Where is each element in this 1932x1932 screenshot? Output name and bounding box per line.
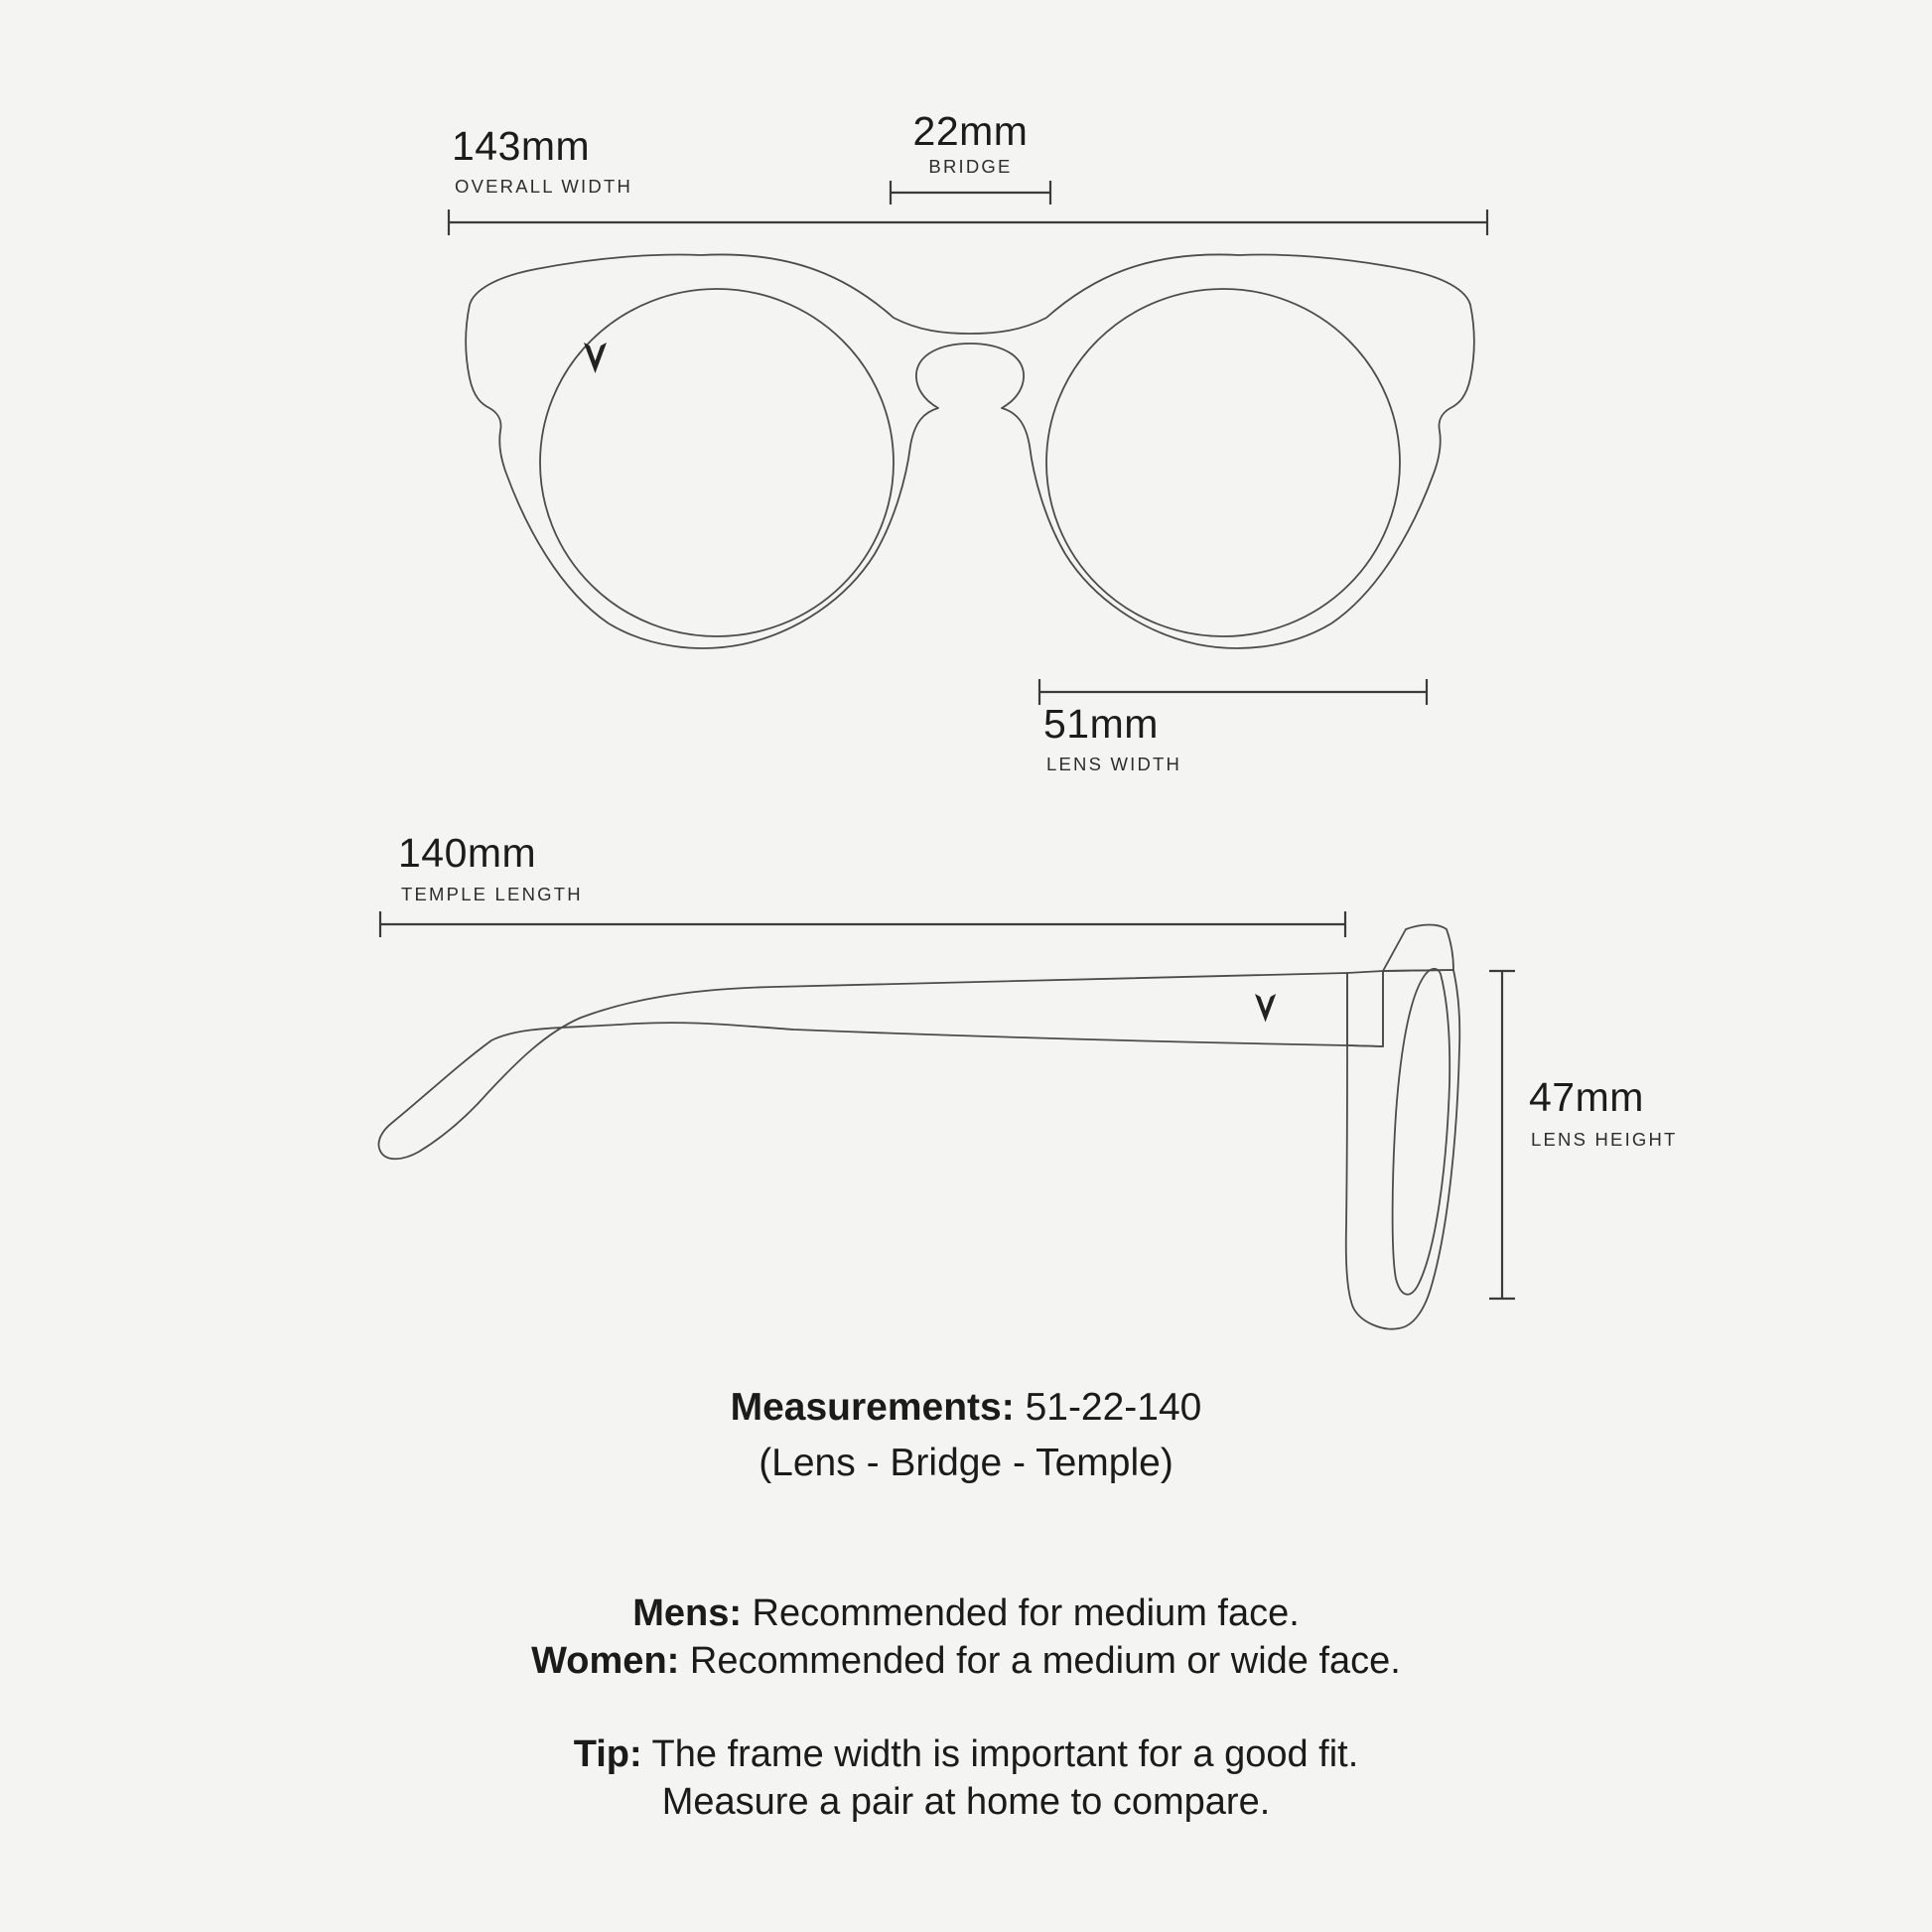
lens-height-dimension-line [1489, 971, 1515, 1299]
tip-text-2: Measure a pair at home to compare. [661, 1781, 1271, 1823]
overall-width-dimension-line [449, 209, 1487, 235]
lens-height-value: 47mm [1529, 1074, 1644, 1120]
mens-recommendation-line [0, 1592, 1932, 1635]
women-text: Recommended for a medium or wide face. [689, 1640, 1401, 1682]
measurements-line [0, 1386, 1932, 1430]
rim-outer-outline [1346, 970, 1459, 1329]
mens-label: Mens: [632, 1592, 742, 1634]
tip-label: Tip: [573, 1733, 642, 1775]
right-lens-outline [1046, 289, 1400, 636]
front-frame-outline [466, 254, 1474, 648]
measurements-value: 51-22-140 [1025, 1386, 1202, 1429]
tip-line-1 [0, 1733, 1932, 1776]
measurements-label: Measurements: [730, 1386, 1015, 1429]
measurements-key: (Lens - Bridge - Temple) [759, 1442, 1173, 1484]
dimension-lines [380, 181, 1515, 1299]
temple-arm-outline [378, 973, 1347, 1159]
lens-width-value: 51mm [1043, 701, 1159, 747]
brand-v-logo-icon [1255, 994, 1276, 1023]
bridge-caption: BRIDGE [928, 156, 1013, 177]
hinge-block-outline [1347, 971, 1383, 1046]
temple-length-value: 140mm [398, 830, 537, 876]
side-view-drawing [378, 925, 1459, 1329]
left-lens-outline [540, 289, 894, 636]
brand-v-logo-icon [584, 343, 607, 373]
overall-width-value: 143mm [452, 123, 591, 169]
front-view-drawing [466, 254, 1474, 648]
frame-top-facet [1383, 925, 1453, 972]
tip-text-1: The frame width is important for a good fit. [651, 1733, 1359, 1775]
lens-width-caption: LENS WIDTH [1046, 754, 1182, 774]
temple-length-caption: TEMPLE LENGTH [401, 884, 583, 904]
tip-line-2 [0, 1781, 1932, 1824]
women-recommendation-line [0, 1640, 1932, 1683]
lens-height-caption: LENS HEIGHT [1531, 1129, 1678, 1150]
measurements-key-line [0, 1442, 1932, 1485]
mens-text: Recommended for medium face. [752, 1592, 1300, 1634]
bridge-dimension-line [891, 181, 1050, 205]
temple-length-dimension-line [380, 911, 1345, 937]
overall-width-caption: OVERALL WIDTH [455, 176, 633, 197]
bridge-value: 22mm [912, 108, 1029, 154]
women-label: Women: [531, 1640, 680, 1682]
